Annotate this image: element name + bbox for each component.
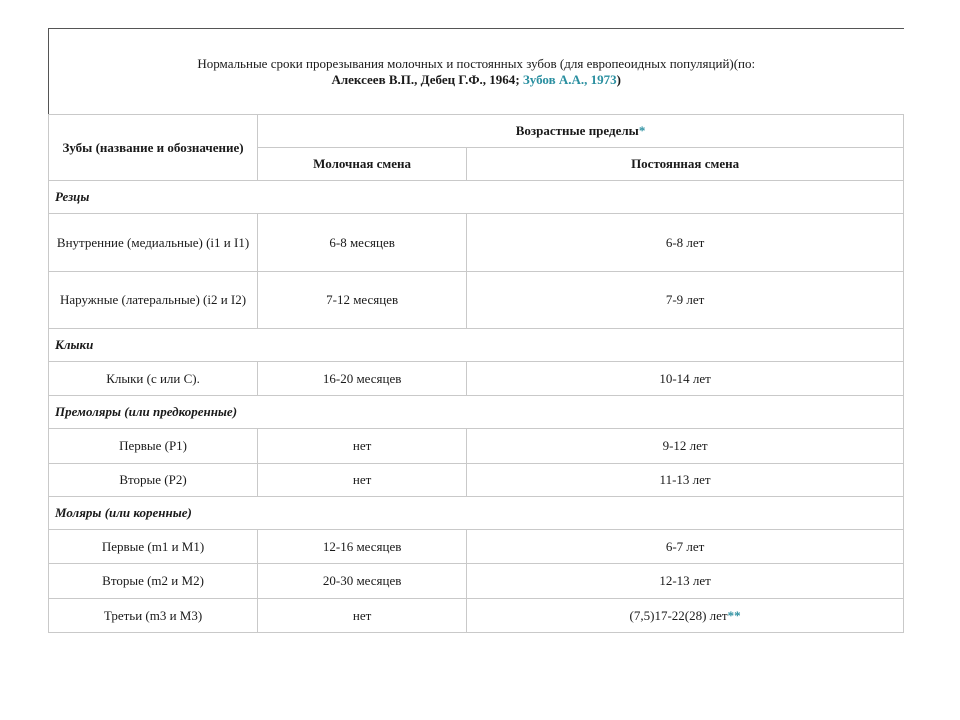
footnote-link[interactable]: **	[727, 607, 741, 623]
cell-milk-text: нет	[352, 607, 372, 623]
cell-tooth-text: Вторые (P2)	[119, 472, 187, 487]
cell-tooth	[49, 599, 258, 633]
cell-milk-text: нет	[352, 438, 372, 453]
title-authors	[55, 72, 898, 88]
table-row	[49, 530, 904, 564]
group-label: Моляры (или коренные)	[49, 497, 904, 530]
cell-permanent-text: 12-13 лет	[659, 573, 711, 588]
group-label: Премоляры (или предкоренные)	[49, 396, 904, 429]
cell-permanent	[467, 464, 904, 497]
cell-milk	[258, 362, 467, 396]
cell-tooth	[49, 464, 258, 497]
header-teeth-label: Зубы (название и обозначение)	[62, 139, 244, 155]
cell-tooth-text: Наружные (латеральные) (i2 и I2)	[59, 292, 247, 307]
cell-permanent-text: 6-7 лет	[665, 538, 705, 554]
cell-tooth	[49, 530, 258, 564]
group-row	[49, 181, 904, 214]
cell-tooth-text: Клыки (c или C).	[106, 370, 200, 386]
age-footnote-link[interactable]: *	[638, 123, 646, 138]
cell-milk-text: 6-8 месяцев	[329, 234, 395, 250]
cell-milk-text: 16-20 месяцев	[322, 370, 402, 386]
cell-milk	[258, 599, 467, 633]
group-row	[49, 329, 904, 362]
table-row	[49, 429, 904, 464]
cell-permanent	[467, 214, 904, 272]
table-row	[49, 214, 904, 272]
cell-permanent-text: 7-9 лет	[665, 292, 705, 307]
table-row	[49, 464, 904, 497]
cell-tooth	[49, 429, 258, 464]
header-row-1	[49, 115, 904, 148]
cell-milk-text: 12-16 месяцев	[322, 538, 402, 554]
group-row	[49, 497, 904, 530]
cell-permanent	[467, 429, 904, 464]
citation-1: Алексеев В.П., Дебец Г.Ф., 1964	[331, 71, 516, 87]
table-row	[49, 272, 904, 329]
cell-permanent-text: 10-14 лет	[659, 370, 711, 386]
cell-tooth-text: Третьи (m3 и M3)	[103, 607, 203, 623]
cell-milk	[258, 564, 467, 599]
cell-milk	[258, 464, 467, 497]
cell-permanent	[467, 564, 904, 599]
header-teeth	[49, 115, 258, 181]
cell-tooth	[49, 272, 258, 329]
group-row	[49, 396, 904, 429]
cell-permanent	[467, 362, 904, 396]
document	[48, 28, 904, 633]
citation-2-link[interactable]: Зубов А.А., 1973	[522, 71, 617, 87]
cell-milk	[258, 530, 467, 564]
title-row	[49, 29, 904, 115]
eruption-table	[48, 28, 904, 633]
cell-tooth-text: Первые (P1)	[119, 438, 188, 453]
cell-tooth-text: Первые (m1 и M1)	[101, 538, 205, 554]
cell-permanent	[467, 530, 904, 564]
title-text: Нормальные сроки прорезывания молочных и постоянных зубов (для европеоидных популяций)(по:	[197, 55, 756, 71]
cell-tooth	[49, 214, 258, 272]
cell-permanent	[467, 599, 904, 633]
cell-milk-text: 20-30 месяцев	[322, 573, 402, 588]
header-milk: Молочная смена	[258, 148, 467, 181]
cell-milk	[258, 272, 467, 329]
cell-permanent-text: 11-13 лет	[659, 472, 711, 487]
header-age-limits	[258, 115, 904, 148]
cell-permanent-text: 6-8 лет	[665, 234, 705, 250]
table-row	[49, 564, 904, 599]
group-label: Резцы	[49, 181, 904, 214]
citation-separator: ;	[515, 71, 523, 87]
cell-tooth-text: Внутренние (медиальные) (i1 и I1)	[56, 234, 250, 250]
cell-milk-text: 7-12 месяцев	[326, 292, 399, 307]
cell-milk	[258, 429, 467, 464]
group-label: Клыки	[49, 329, 904, 362]
cell-permanent-text: (7,5)17-22(28) лет	[629, 607, 728, 623]
citation-close: )	[616, 71, 621, 87]
cell-tooth	[49, 564, 258, 599]
table-title	[49, 29, 904, 115]
header-permanent: Постоянная смена	[467, 148, 904, 181]
table-row	[49, 362, 904, 396]
cell-milk-text: нет	[352, 472, 372, 487]
header-age-label: Возрастные пределы	[515, 123, 639, 138]
cell-milk	[258, 214, 467, 272]
cell-permanent	[467, 272, 904, 329]
cell-tooth-text: Вторые (m2 и M2)	[102, 573, 204, 588]
cell-tooth	[49, 362, 258, 396]
table-row	[49, 599, 904, 633]
cell-permanent-text: 9-12 лет	[662, 438, 708, 453]
